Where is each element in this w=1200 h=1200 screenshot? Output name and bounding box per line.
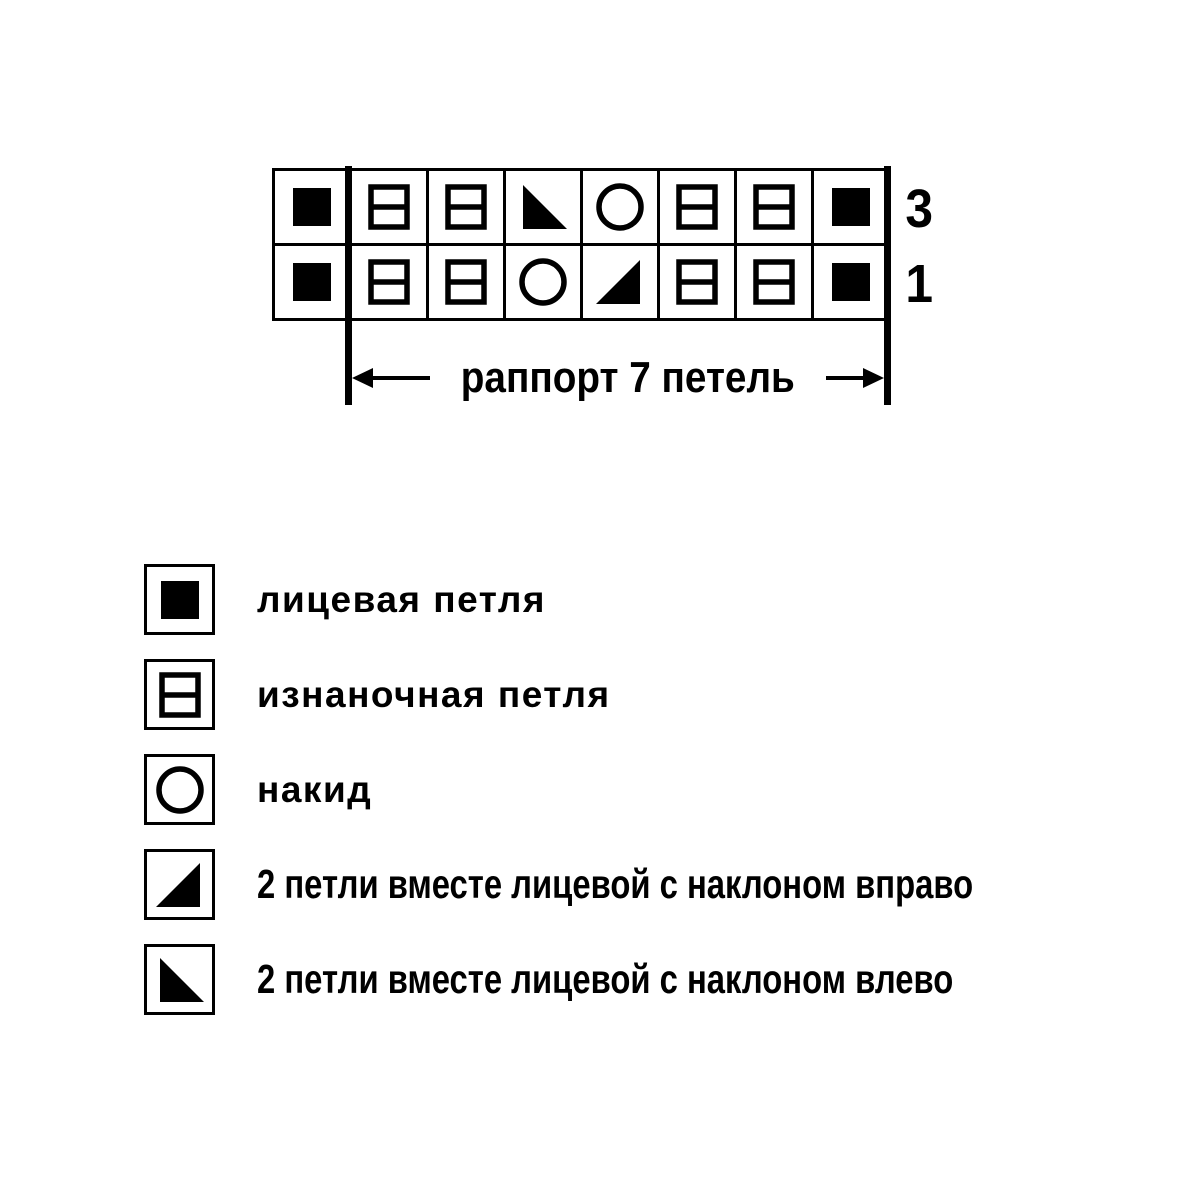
arrow-right-icon [826,365,884,391]
arrow-left-icon [352,365,430,391]
knit-stitch-icon [161,581,199,619]
knit-stitch-icon [293,188,331,226]
chart-cell-row3-col2 [352,171,429,246]
chart-cell-row3-col7 [737,171,814,246]
legend-label-knit: лицевая петля [257,578,546,620]
legend-label-purl: изнаночная петля [257,673,611,715]
legend-item-knit [144,564,546,635]
legend-item-yarn_over [144,754,372,825]
legend-symbol-box-yarn_over [144,754,215,825]
repeat-label: раппорт 7 петель [460,353,796,402]
chart-cell-row1-col6 [660,246,737,321]
purl-stitch-icon [753,259,795,305]
chart-cell-row1-col8 [814,246,891,321]
purl-stitch-icon [676,259,718,305]
yarn-over-icon [155,765,205,815]
purl-stitch-icon [368,184,410,230]
k2tog-left-icon [154,956,206,1004]
chart-cell-row3-col1 [275,171,352,246]
chart-cell-row1-col4 [506,246,583,321]
purl-stitch-icon [159,672,201,718]
legend-label-dec_right: 2 петли вместе лицевой с наклоном вправо [257,861,974,907]
k2tog-left-icon [517,183,569,231]
purl-stitch-icon [445,259,487,305]
chart-cell-row1-col2 [352,246,429,321]
yarn-over-icon [595,182,645,232]
legend-label-dec_left: 2 петли вместе лицевой с наклоном влево [257,956,954,1002]
repeat-bracket [352,352,884,404]
chart-cell-row3-col4 [506,171,583,246]
knit-stitch-icon [832,263,870,301]
knit-stitch-icon [293,263,331,301]
chart-cell-row3-col8 [814,171,891,246]
purl-stitch-icon [445,184,487,230]
purl-stitch-icon [368,259,410,305]
legend-symbol-box-dec_left [144,944,215,1015]
legend-symbol-box-knit [144,564,215,635]
repeat-boundary-line-left [345,166,352,405]
legend-symbol-box-dec_right [144,849,215,920]
chart-cell-row1-col5 [583,246,660,321]
row-number-3: 3 [905,179,933,239]
legend-label-yarn_over: накид [257,768,373,810]
chart-cell-row3-col6 [660,171,737,246]
repeat-boundary-line-right [884,166,891,405]
legend-symbol-box-purl [144,659,215,730]
legend-item-dec_right [144,849,1152,920]
purl-stitch-icon [753,184,795,230]
knit-stitch-icon [832,188,870,226]
k2tog-right-icon [154,861,206,909]
chart-cell-row1-col7 [737,246,814,321]
chart-cell-row1-col3 [429,246,506,321]
yarn-over-icon [518,257,568,307]
legend-item-purl [144,659,611,730]
k2tog-right-icon [594,258,646,306]
legend-item-dec_left [144,944,1127,1015]
chart-cell-row3-col5 [583,171,660,246]
chart-cell-row3-col3 [429,171,506,246]
row-number-1: 1 [905,254,933,314]
purl-stitch-icon [676,184,718,230]
stitch-chart-grid [272,168,891,321]
chart-cell-row1-col1 [275,246,352,321]
